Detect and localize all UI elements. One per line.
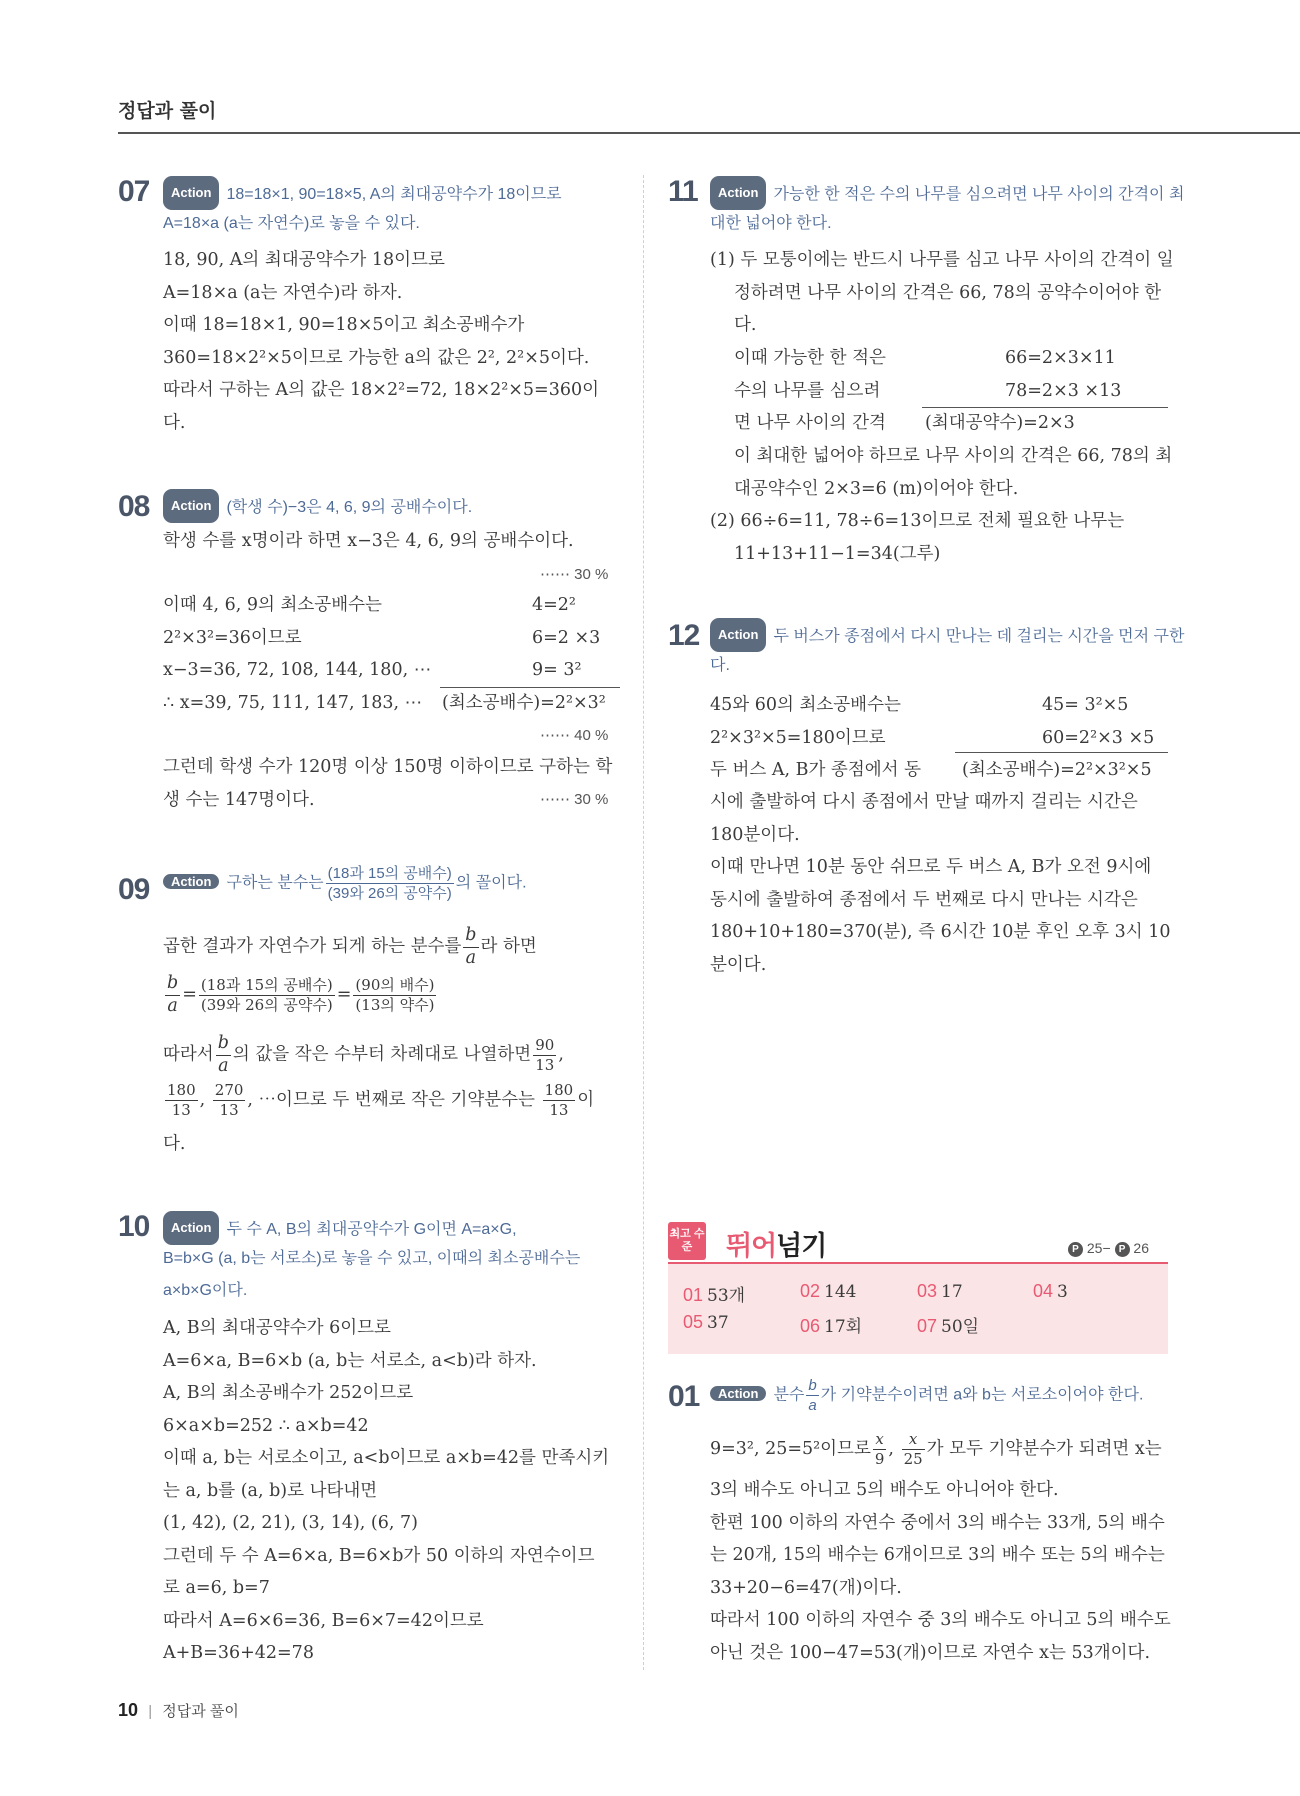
body-line: 6×a×b=252 ∴ a×b=42: [163, 1415, 369, 1436]
fact-line: 66=2×3×11: [1005, 348, 1116, 368]
p08-left-lines: [163, 589, 431, 719]
action-10-line1: Action 두 수 A, B의 최대공약수가 G이면 A=a×G,: [163, 1211, 517, 1246]
fact-line: 6=2 ×3: [532, 627, 601, 648]
p12-factorization: [962, 689, 1154, 787]
page-range: P 25− P 26: [1068, 1240, 1149, 1257]
body-line: A=18×a (a는 자연수)라 하자.: [163, 282, 403, 303]
answer-item: 01 53개: [683, 1285, 746, 1306]
action-07-line1: Action 18=18×1, 90=18×5, A의 최대공약수가 18이므로: [163, 176, 562, 211]
action-badge: Action: [710, 1386, 766, 1401]
body-line: 따라서 100 이하의 자연수 중 3의 배수도 아니고 5의 배수도: [710, 1610, 1171, 1630]
answer-item: 03 17: [917, 1281, 963, 1302]
body-line: 18, 90, A의 최대공약수가 18이므로: [163, 250, 445, 270]
section-title: 뛰어넘기: [726, 1231, 827, 1261]
body-line: 45와 60의 최소공배수는: [710, 695, 901, 715]
body-line: A=6×a, B=6×b (a, b는 서로소, a<b)라 하자.: [163, 1350, 537, 1371]
p09-line2: $\frac{b}{a}$ = $\frac{\text{(18과 15의 공배수)}}{\text{(39와 26의 공약수)}}$ = $\frac{\text{(90의 배수)}}{\text{(13의 약수)}}$: [167, 973, 435, 1016]
action-08-line: Action (학생 수)−3은 4, 6, 9의 공배수이다.: [163, 489, 472, 524]
fact-rule: [955, 752, 1168, 753]
fact-line: (최대공약수)=2×3: [925, 413, 1075, 433]
body-line: 180+10+180=370(분), 즉 6시간 10분 후인 오후 3시 10: [710, 922, 1171, 942]
body-line: 는 20개, 15의 배수는 6개이므로 3의 배수 또는 5의 배수는: [710, 1545, 1165, 1565]
p08-factorization: [442, 589, 618, 719]
answer-item: 04 3: [1033, 1281, 1068, 1302]
action-badge: Action: [163, 1211, 219, 1245]
body-line: 동시에 출발하여 종점에서 두 번째로 다시 만나는 시각은: [710, 889, 1138, 910]
action-09-line: Action 구하는 분수는 $\frac{\text{(18과 15의 공배수)}}{\text{(39와 26의 공약수)}}$ 의 꼴이다.: [163, 866, 527, 901]
action-badge: Action: [710, 618, 766, 652]
score-30-a: ⋯⋯ 30 %: [540, 566, 609, 583]
action-11-line1: Action 가능한 한 적은 수의 나무를 심으려면 나무 사이의 간격이 최: [710, 176, 1184, 211]
level-badge: 최고 수준: [668, 1222, 706, 1260]
answer-key-box: [668, 1262, 1168, 1354]
action-11-line2: 대한 넓어야 한다.: [710, 215, 832, 232]
p09-line4: $\frac{180}{13}$ , $\frac{270}{13}$ , ⋯이므로 두 번째로 작은 기약분수는 $\frac{180}{13}$ 이: [167, 1081, 595, 1119]
fact-line: 78=2×3 ×13: [1005, 380, 1122, 401]
body-line: 이때 a, b는 서로소이고, a<b이므로 a×b=42를 만족시키: [163, 1448, 610, 1468]
body-line: 로 a=6, b=7: [163, 1578, 270, 1598]
fact-line: 4=2²: [532, 595, 576, 615]
problem-number-11: 11: [668, 175, 698, 208]
action-10-line3: a×b×G이다.: [163, 1282, 248, 1299]
body-line: 시에 출발하여 다시 종점에서 만날 때까지 걸리는 시간은: [710, 792, 1138, 812]
q01-line1: 9=3², 25=5²이므로 $\frac{x}{9}$ , $\frac{x}{25}$ 가 모두 기약분수가 되려면 x는: [710, 1430, 1162, 1468]
body-line: 한편 100 이하의 자연수 중에서 3의 배수는 33개, 5의 배수: [710, 1512, 1165, 1533]
q01-body: [710, 1474, 1171, 1669]
problem-number-08: 08: [118, 490, 150, 523]
action-fraction: $\frac{\text{(18과 15의 공배수)}}{\text{(39와 26의 공약수)}}$: [327, 865, 452, 902]
page-footer: 10 | 정답과 풀이: [118, 1700, 239, 1720]
answer-item: 02 144: [800, 1281, 857, 1302]
action-badge: Action: [163, 176, 219, 210]
body-line: 이 최대한 넓어야 하므로 나무 사이의 간격은 66, 78의 최: [734, 446, 1173, 466]
page-icon: P: [1115, 1242, 1130, 1257]
action-10-line2: B=b×G (a, b는 서로소)로 놓을 수 있고, 이때의 최소공배수는: [163, 1250, 581, 1267]
body-line: (1, 42), (2, 21), (3, 14), (6, 7): [163, 1513, 418, 1533]
body-line: 분이다.: [710, 954, 767, 975]
column-divider: [643, 175, 644, 1670]
header-rule: [118, 132, 1300, 134]
p12-body: [710, 786, 1170, 981]
fact-rule: [440, 687, 620, 688]
body-line: 이때 4, 6, 9의 최소공배수는: [163, 595, 382, 615]
body-line: 다.: [734, 315, 757, 335]
body-line: 다.: [163, 412, 186, 433]
body-line: (1) 두 모퉁이에는 반드시 나무를 심고 나무 사이의 간격이 일: [710, 250, 1174, 270]
p10-body: [163, 1312, 609, 1670]
action-badge: Action: [163, 489, 219, 523]
answer-item: 05 37: [683, 1312, 729, 1333]
problem-number-07: 07: [118, 175, 150, 208]
problem-number-09: 09: [118, 873, 150, 906]
footer-title: 정답과 풀이: [162, 1703, 239, 1720]
p09-line3: 따라서 $\frac{b}{a}$ 의 값을 작은 수부터 차례대로 나열하면 $\frac{90}{13}$ ,: [163, 1033, 564, 1076]
body-line: 수의 나무를 심으려: [734, 380, 881, 401]
body-line: 는 a, b를 (a, b)로 나타내면: [163, 1480, 378, 1501]
body-line: 대공약수인 2×3=6 (m)이어야 한다.: [734, 478, 1019, 499]
p11-part2: [710, 440, 1172, 570]
body-line: 2²×3²×5=180이므로: [710, 727, 886, 748]
p09-line5: 다.: [163, 1134, 186, 1154]
action-badge: Action: [710, 176, 766, 210]
answer-item: 06 17회: [800, 1316, 863, 1337]
p08-line1: 학생 수를 x명이라 하면 x−3은 4, 6, 9의 공배수이다.: [163, 531, 574, 551]
p09-line1: 곱한 결과가 자연수가 되게 하는 분수를 $\frac{b}{a}$ 라 하면: [163, 925, 537, 968]
page-header-title: 정답과 풀이: [118, 100, 217, 122]
fact-line: 9= 3²: [532, 660, 582, 680]
body-line: 두 버스 A, B가 종점에서 동: [710, 760, 922, 780]
body-line: 이때 만나면 10분 동안 쉬므로 두 버스 A, B가 오전 9시에: [710, 857, 1152, 877]
answer-item: 07 50일: [917, 1316, 980, 1337]
body-line: 면 나무 사이의 간격: [734, 413, 886, 433]
body-line: 360=18×2²×5이므로 가능한 a의 값은 2², 2²×5이다.: [163, 347, 590, 368]
body-line: ∴ x=39, 75, 111, 147, 183, ⋯: [163, 692, 423, 713]
body-line: 2²×3²=36이므로: [163, 627, 302, 648]
fact-line: (최소공배수)=2²×3²: [442, 692, 606, 713]
page-number: 10: [118, 1700, 139, 1720]
fact-line: 60=2²×3 ×5: [1042, 727, 1155, 748]
body-line: 180분이다.: [710, 824, 800, 845]
problem-number-10: 10: [118, 1210, 150, 1243]
action-12-line2: 다.: [710, 657, 730, 674]
action-badge: Action: [163, 874, 219, 889]
problem-number-12: 12: [668, 619, 700, 652]
page-icon: P: [1068, 1242, 1083, 1257]
p12-left-lines: [710, 689, 921, 787]
action-12-line1: Action 두 버스가 종점에서 다시 만나는 데 걸리는 시간을 먼저 구한: [710, 618, 1184, 653]
fact-rule: [922, 407, 1168, 408]
p11-left-lines: [734, 342, 886, 440]
body-line: 그런데 두 수 A=6×a, B=6×b가 50 이하의 자연수이므: [163, 1545, 595, 1566]
problem-number-01: 01: [668, 1380, 700, 1413]
score-40: ⋯⋯ 40 %: [540, 727, 609, 744]
body-line: x−3=36, 72, 108, 144, 180, ⋯: [163, 660, 432, 680]
score-30-b: ⋯⋯ 30 %: [540, 791, 609, 808]
body-line: 아닌 것은 100−47=53(개)이므로 자연수 x는 53개이다.: [710, 1642, 1151, 1663]
body-line: 33+20−6=47(개)이다.: [710, 1577, 902, 1598]
action-07-line2: A=18×a (a는 자연수)로 놓을 수 있다.: [163, 215, 420, 232]
body-line: 그런데 학생 수가 120명 이상 150명 이하이므로 구하는 학: [163, 757, 613, 777]
body-line: A+B=36+42=78: [163, 1643, 314, 1663]
fact-line: 45= 3²×5: [1042, 695, 1129, 715]
body-line: 따라서 A=6×6=36, B=6×7=42이므로: [163, 1610, 484, 1631]
body-line: 이때 18=18×1, 90=18×5이고 최소공배수가: [163, 315, 525, 335]
body-line: 생 수는 147명이다.: [163, 789, 315, 810]
p11-part1: [710, 244, 1174, 342]
p11-factorization: [925, 342, 1121, 440]
body-line: A, B의 최대공약수가 6이므로: [163, 1318, 391, 1338]
action-01-line: Action 분수 $\frac{b}{a}$ 가 기약분수이려면 a와 b는 서로소이어야 한다.: [710, 1378, 1143, 1413]
body-line: 3의 배수도 아니고 5의 배수도 아니어야 한다.: [710, 1480, 1059, 1500]
body-line: 이때 가능한 한 적은: [734, 348, 886, 368]
body-line: 11+13+11−1=34(그루): [734, 543, 941, 564]
body-line: 정하려면 나무 사이의 간격은 66, 78의 공약수이어야 한: [734, 282, 1162, 303]
body-line: (2) 66÷6=11, 78÷6=13이므로 전체 필요한 나무는: [710, 511, 1125, 531]
fact-line: (최소공배수)=2²×3²×5: [962, 760, 1152, 780]
body-line: A, B의 최소공배수가 252이므로: [163, 1383, 414, 1403]
p07-body: [163, 244, 599, 439]
body-line: 따라서 구하는 A의 값은 18×2²=72, 18×2²×5=360이: [163, 380, 600, 400]
